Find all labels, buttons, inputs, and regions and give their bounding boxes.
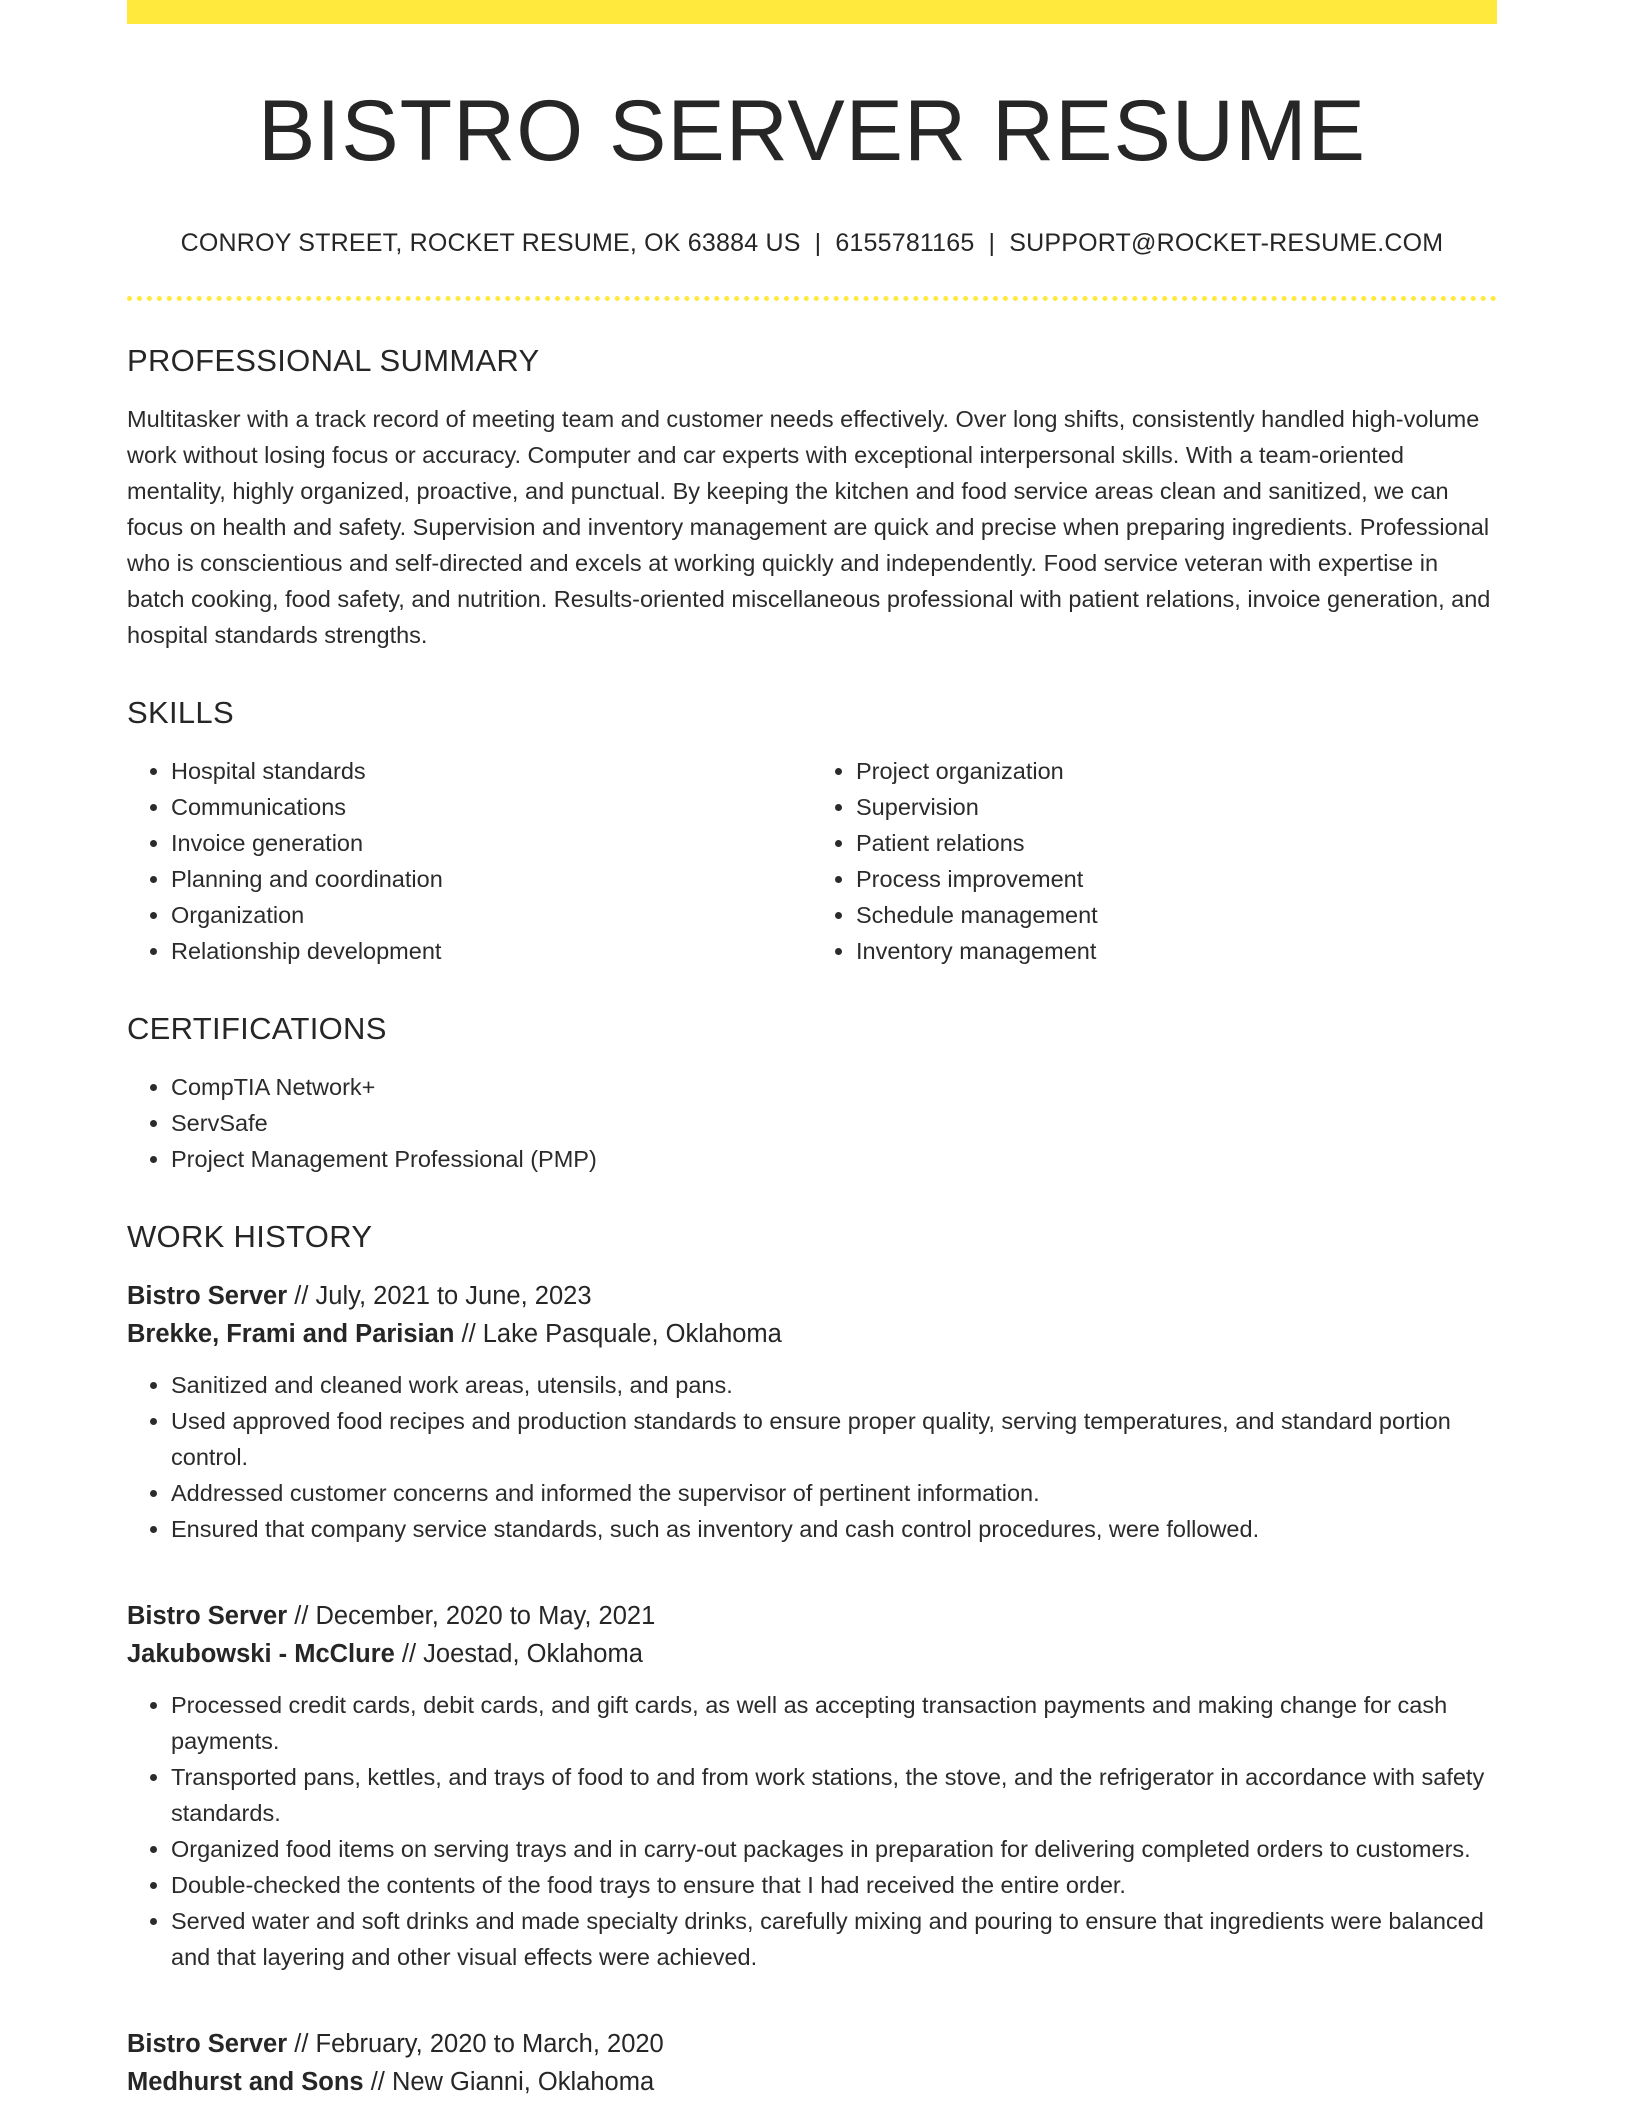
skills-heading: SKILLS <box>127 694 234 730</box>
job-company: Brekke, Frami and Parisian <box>127 1319 455 1348</box>
job-location: // New Gianni, Oklahoma <box>370 2067 655 2096</box>
skills-list-left <box>127 753 812 969</box>
skill-item: • Inventory management <box>856 933 1497 969</box>
job-duties-list <box>127 1367 1497 1547</box>
skill-item: • Communications <box>171 789 812 825</box>
job-company-line <box>127 2063 1497 2101</box>
job-title-line <box>127 1597 1497 1635</box>
job-duties-list <box>127 1687 1497 1975</box>
certification-item: • Project Management Professional (PMP) <box>171 1141 1497 1177</box>
certifications-section <box>127 1011 1497 1177</box>
job-entry <box>127 2025 1497 2101</box>
resume-page <box>127 0 1497 2101</box>
skill-item: • Relationship development <box>171 933 812 969</box>
dotted-divider <box>127 296 1497 301</box>
summary-section <box>127 343 1497 653</box>
job-location: // Joestad, Oklahoma <box>401 1639 643 1668</box>
contact-separator: | <box>988 228 996 257</box>
skill-item: • Schedule management <box>856 897 1497 933</box>
contact-line <box>127 229 1497 258</box>
job-dates: // February, 2020 to March, 2020 <box>294 2029 664 2058</box>
summary-heading: PROFESSIONAL SUMMARY <box>127 342 540 378</box>
job-duty: • Addressed customer concerns and informed the supervisor of pertinent information. <box>171 1475 1497 1511</box>
work-history-heading: WORK HISTORY <box>127 1218 373 1254</box>
skill-item: • Supervision <box>856 789 1497 825</box>
skills-section <box>127 695 1497 969</box>
skill-item: • Process improvement <box>856 861 1497 897</box>
job-title: Bistro Server <box>127 1601 288 1630</box>
job-company-line <box>127 1635 1497 1673</box>
job-duty: • Sanitized and cleaned work areas, utensils, and pans. <box>171 1367 1497 1403</box>
job-title: Bistro Server <box>127 1281 288 1310</box>
skill-item: • Hospital standards <box>171 753 812 789</box>
contact-address: CONROY STREET, ROCKET RESUME, OK 63884 US <box>180 228 801 257</box>
job-location: // Lake Pasquale, Oklahoma <box>461 1319 782 1348</box>
job-duty: • Used approved food recipes and production standards to ensure proper quality, serving temperatures, and standard portion control. <box>171 1403 1497 1475</box>
top-accent-bar <box>127 0 1497 24</box>
summary-text: Multitasker with a track record of meeting team and customer needs effectively. Over long shifts, consistently handled high-volume work without losing focus or accuracy. Computer and car experts with exceptional interpersonal skills. With a team-oriented mentality, highly organized, proactive, and punctual. By keeping the kitchen and food service areas clean and sanitized, we can focus on health and safety. Supervision and inventory management are quick and precise when preparing ingredients. Professional who is conscientious and self-directed and excels at working quickly and independently. Food service veteran with expertise in batch cooking, food safety, and nutrition. Results-oriented miscellaneous professional with patient relations, invoice generation, and hospital standards strengths. <box>127 405 1491 648</box>
job-company-line <box>127 1315 1497 1353</box>
job-duty: • Transported pans, kettles, and trays of food to and from work stations, the stove, and the refrigerator in accordance with safety standards. <box>171 1759 1497 1831</box>
job-company: Jakubowski - McClure <box>127 1639 395 1668</box>
job-duty: • Double-checked the contents of the food trays to ensure that I had received the entire order. <box>171 1867 1497 1903</box>
skills-list-right <box>812 753 1497 969</box>
resume-title: BISTRO SERVER RESUME <box>258 83 1366 179</box>
contact-email[interactable]: SUPPORT@ROCKET-RESUME.COM <box>1009 228 1444 257</box>
job-duty: • Organized food items on serving trays and in carry-out packages in preparation for delivering completed orders to customers. <box>171 1831 1497 1867</box>
certifications-list <box>127 1069 1497 1177</box>
skill-item: • Organization <box>171 897 812 933</box>
skill-item: • Project organization <box>856 753 1497 789</box>
job-duty: • Processed credit cards, debit cards, and gift cards, as well as accepting transaction payments and making change for cash payments. <box>171 1687 1497 1759</box>
contact-phone: 6155781165 <box>835 228 975 257</box>
job-title-line <box>127 2025 1497 2063</box>
skill-item: • Patient relations <box>856 825 1497 861</box>
certification-item: • CompTIA Network+ <box>171 1069 1497 1105</box>
job-duty: • Served water and soft drinks and made specialty drinks, carefully mixing and pouring to ensure that ingredients were balanced and that layering and other visual effects were achieved. <box>171 1903 1497 1975</box>
contact-separator: | <box>814 228 822 257</box>
job-entry <box>127 1597 1497 1975</box>
job-entry <box>127 1277 1497 1547</box>
job-company: Medhurst and Sons <box>127 2067 364 2096</box>
job-dates: // July, 2021 to June, 2023 <box>294 1281 592 1310</box>
job-title-line <box>127 1277 1497 1315</box>
work-history-section <box>127 1219 1497 2101</box>
job-title: Bistro Server <box>127 2029 288 2058</box>
skill-item: • Invoice generation <box>171 825 812 861</box>
job-dates: // December, 2020 to May, 2021 <box>294 1601 656 1630</box>
job-duty: • Ensured that company service standards, such as inventory and cash control procedures, were followed. <box>171 1511 1497 1547</box>
certification-item: • ServSafe <box>171 1105 1497 1141</box>
skill-item: • Planning and coordination <box>171 861 812 897</box>
certifications-heading: CERTIFICATIONS <box>127 1010 387 1046</box>
